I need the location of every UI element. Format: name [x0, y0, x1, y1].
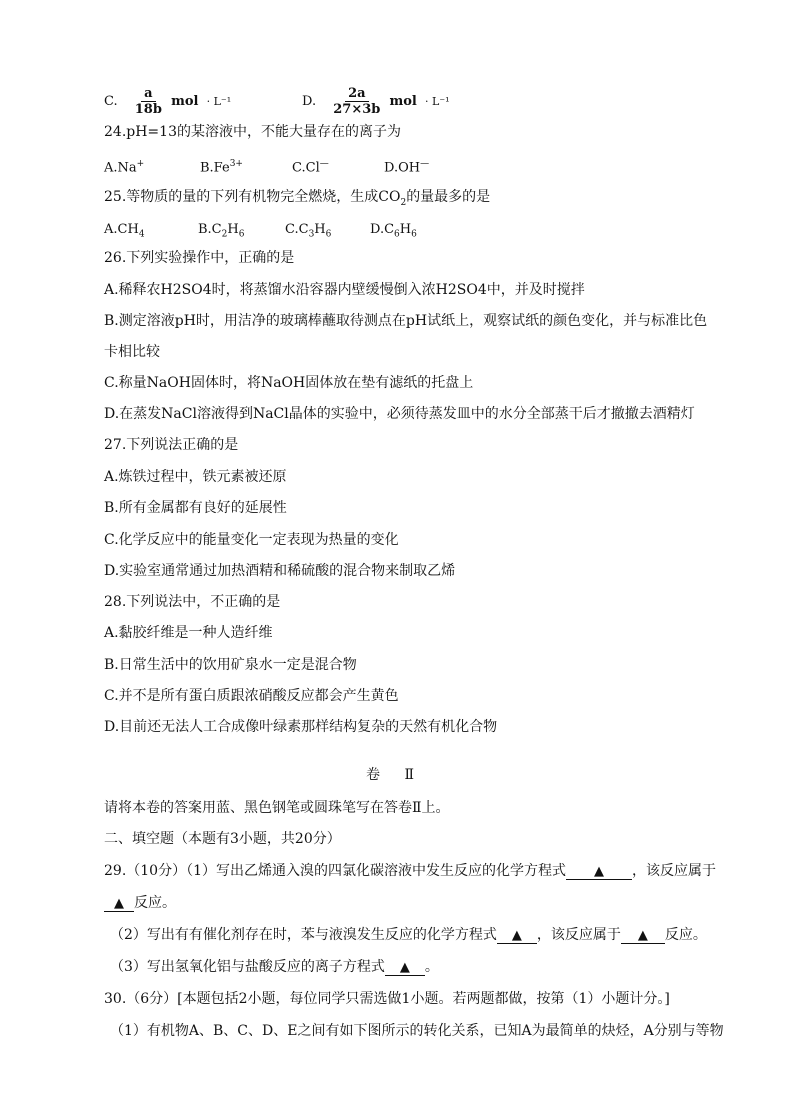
option-label: D.: [302, 94, 317, 109]
answer-blank[interactable]: [566, 864, 632, 880]
option-text: D.OH: [384, 160, 421, 176]
question-text: （3）写出氢氧化铝与盐酸反应的离子方程式: [110, 959, 385, 975]
fraction-numerator: a: [141, 86, 155, 102]
triangle-icon: ▲: [511, 928, 522, 943]
question-text: 反应。: [134, 895, 176, 911]
q25-option-c: [285, 220, 331, 245]
option-text: C.Cl: [292, 160, 320, 176]
superscript: —: [319, 159, 329, 169]
q27-option-a: A.炼铁过程中，铁元素被还原: [104, 469, 287, 485]
subscript: 4: [138, 229, 145, 240]
q26-option-b-cont: 卡相比较: [104, 344, 160, 360]
q29-line1: [104, 861, 716, 881]
q26-option-a: A.稀释农H2SO4时，将蒸馏水沿容器内壁缓慢倒入浓H2SO4中，并及时搅拌: [104, 282, 585, 298]
q28-option-d: D.目前还无法人工合成像叶绿素那样结构复杂的天然有机化合物: [104, 719, 498, 735]
q26-stem: 26.下列实验操作中，正确的是: [104, 250, 295, 266]
part-heading: 二、填空题（本题有3小题，共20分）: [104, 831, 341, 847]
fraction: [330, 86, 383, 117]
option-text: C.C: [285, 222, 309, 237]
answer-blank[interactable]: [621, 928, 665, 944]
superscript: +: [136, 159, 145, 169]
subscript: 2: [400, 197, 407, 208]
q24-option-a: [104, 154, 144, 178]
subscript: 2: [221, 229, 228, 240]
q23-option-d: [302, 86, 450, 117]
option-text: H: [314, 222, 326, 237]
subscript: 3: [308, 229, 315, 240]
fraction: [132, 86, 165, 117]
answer-blank[interactable]: [104, 896, 134, 912]
q25-option-b: [198, 220, 244, 245]
fraction-denominator: 27×3b: [333, 102, 381, 117]
triangle-icon: ▲: [399, 960, 410, 975]
unit: mol: [389, 93, 417, 109]
superscript: 3+: [229, 159, 243, 169]
section-instruction: 请将本卷的答案用蓝、黑色钢笔或圆珠笔写在答卷Ⅱ上。: [104, 800, 450, 816]
question-text: 29.（10分）（1）写出乙烯通入溴的四氯化碳溶液中发生反应的化学方程式: [104, 863, 566, 879]
unit: mol: [171, 93, 199, 109]
q26-option-c: C.称量NaOH固体时，将NaOH固体放在垫有滤纸的托盘上: [104, 375, 474, 391]
option-text: B.Fe: [200, 160, 230, 176]
q27-option-d: D.实验室通常通过加热酒精和稀硫酸的混合物来制取乙烯: [104, 563, 456, 579]
q24-stem: 24.pH=13的某溶液中，不能大量存在的离子为: [104, 124, 401, 140]
q25-option-d: [370, 220, 417, 245]
option-text: A.CH: [104, 222, 139, 237]
triangle-icon: ▲: [637, 928, 648, 943]
question-text: 。: [424, 959, 439, 975]
q27-stem: 27.下列说法正确的是: [104, 437, 239, 453]
unit-rest: · L⁻¹: [425, 94, 450, 108]
subscript: 6: [238, 229, 245, 240]
q28-option-c: C.并不是所有蛋白质跟浓硝酸反应都会产生黄色: [104, 688, 399, 704]
option-text: D.C: [370, 222, 395, 237]
subscript: 6: [411, 229, 417, 240]
q26-option-b: B.测定溶液pH时，用洁净的玻璃棒蘸取待测点在pH试纸上，观察试纸的颜色变化，并与标准比色: [104, 313, 708, 329]
q29-line2: [104, 893, 176, 913]
stem-text: 的量最多的是: [406, 189, 491, 205]
option-label: C.: [104, 94, 118, 109]
q26-option-d: D.在蒸发NaCl溶液得到NaCl晶体的实验中，必须待蒸发皿中的水分全部蒸干后才撤撤去酒精灯: [104, 406, 695, 422]
stem-text: 25.等物质的量的下列有机物完全燃烧，生成CO: [104, 189, 401, 205]
q24-option-d: [384, 154, 429, 178]
q27-option-c: C.化学反应中的能量变化一定表现为热量的变化: [104, 532, 399, 548]
triangle-icon: ▲: [114, 896, 124, 911]
fraction-denominator: 18b: [134, 102, 162, 117]
q30-line1: 30.（6分）[本题包括2小题，每位同学只需选做1小题。若两题都做，按第（1）小题计分。]: [104, 991, 670, 1007]
question-text: （2）写出有有催化剂存在时，苯与液溴发生反应的化学方程式: [110, 927, 497, 943]
subscript: 6: [325, 229, 332, 240]
fraction-numerator: 2a: [345, 86, 368, 102]
unit-rest: · L⁻¹: [206, 94, 232, 108]
q30-line2: （1）有机物A、B、C、D、E之间有如下图所示的转化关系，已知A为最简单的炔烃，A分别与等物: [110, 1023, 724, 1039]
option-text: B.C: [198, 222, 222, 237]
answer-blank[interactable]: [497, 928, 537, 944]
question-text: ，该反应属于: [632, 863, 716, 879]
triangle-icon: ▲: [594, 864, 604, 879]
option-text: H: [399, 222, 412, 237]
subscript: 6: [394, 229, 400, 240]
q29-sub2: [110, 925, 707, 945]
q28-option-b: B.日常生活中的饮用矿泉水一定是混合物: [104, 657, 357, 673]
q28-stem: 28.下列说法中，不正确的是: [104, 594, 281, 610]
answer-blank[interactable]: [385, 960, 425, 976]
q24-option-c: [292, 154, 329, 178]
option-text: H: [227, 222, 239, 237]
q23-option-c: [104, 86, 231, 117]
q29-sub3: [110, 957, 439, 977]
q28-option-a: A.黏胶纤维是一种人造纤维: [104, 625, 273, 641]
q27-option-b: B.所有金属都有良好的延展性: [104, 500, 287, 516]
question-text: ，该反应属于: [536, 927, 621, 943]
question-text: 反应。: [664, 927, 707, 943]
superscript: —: [420, 159, 430, 169]
section-title: 卷 Ⅱ: [366, 767, 424, 783]
q24-option-b: [200, 154, 243, 178]
q25-stem: [104, 187, 490, 213]
q25-option-a: [104, 220, 145, 245]
option-text: A.Na: [104, 160, 137, 176]
